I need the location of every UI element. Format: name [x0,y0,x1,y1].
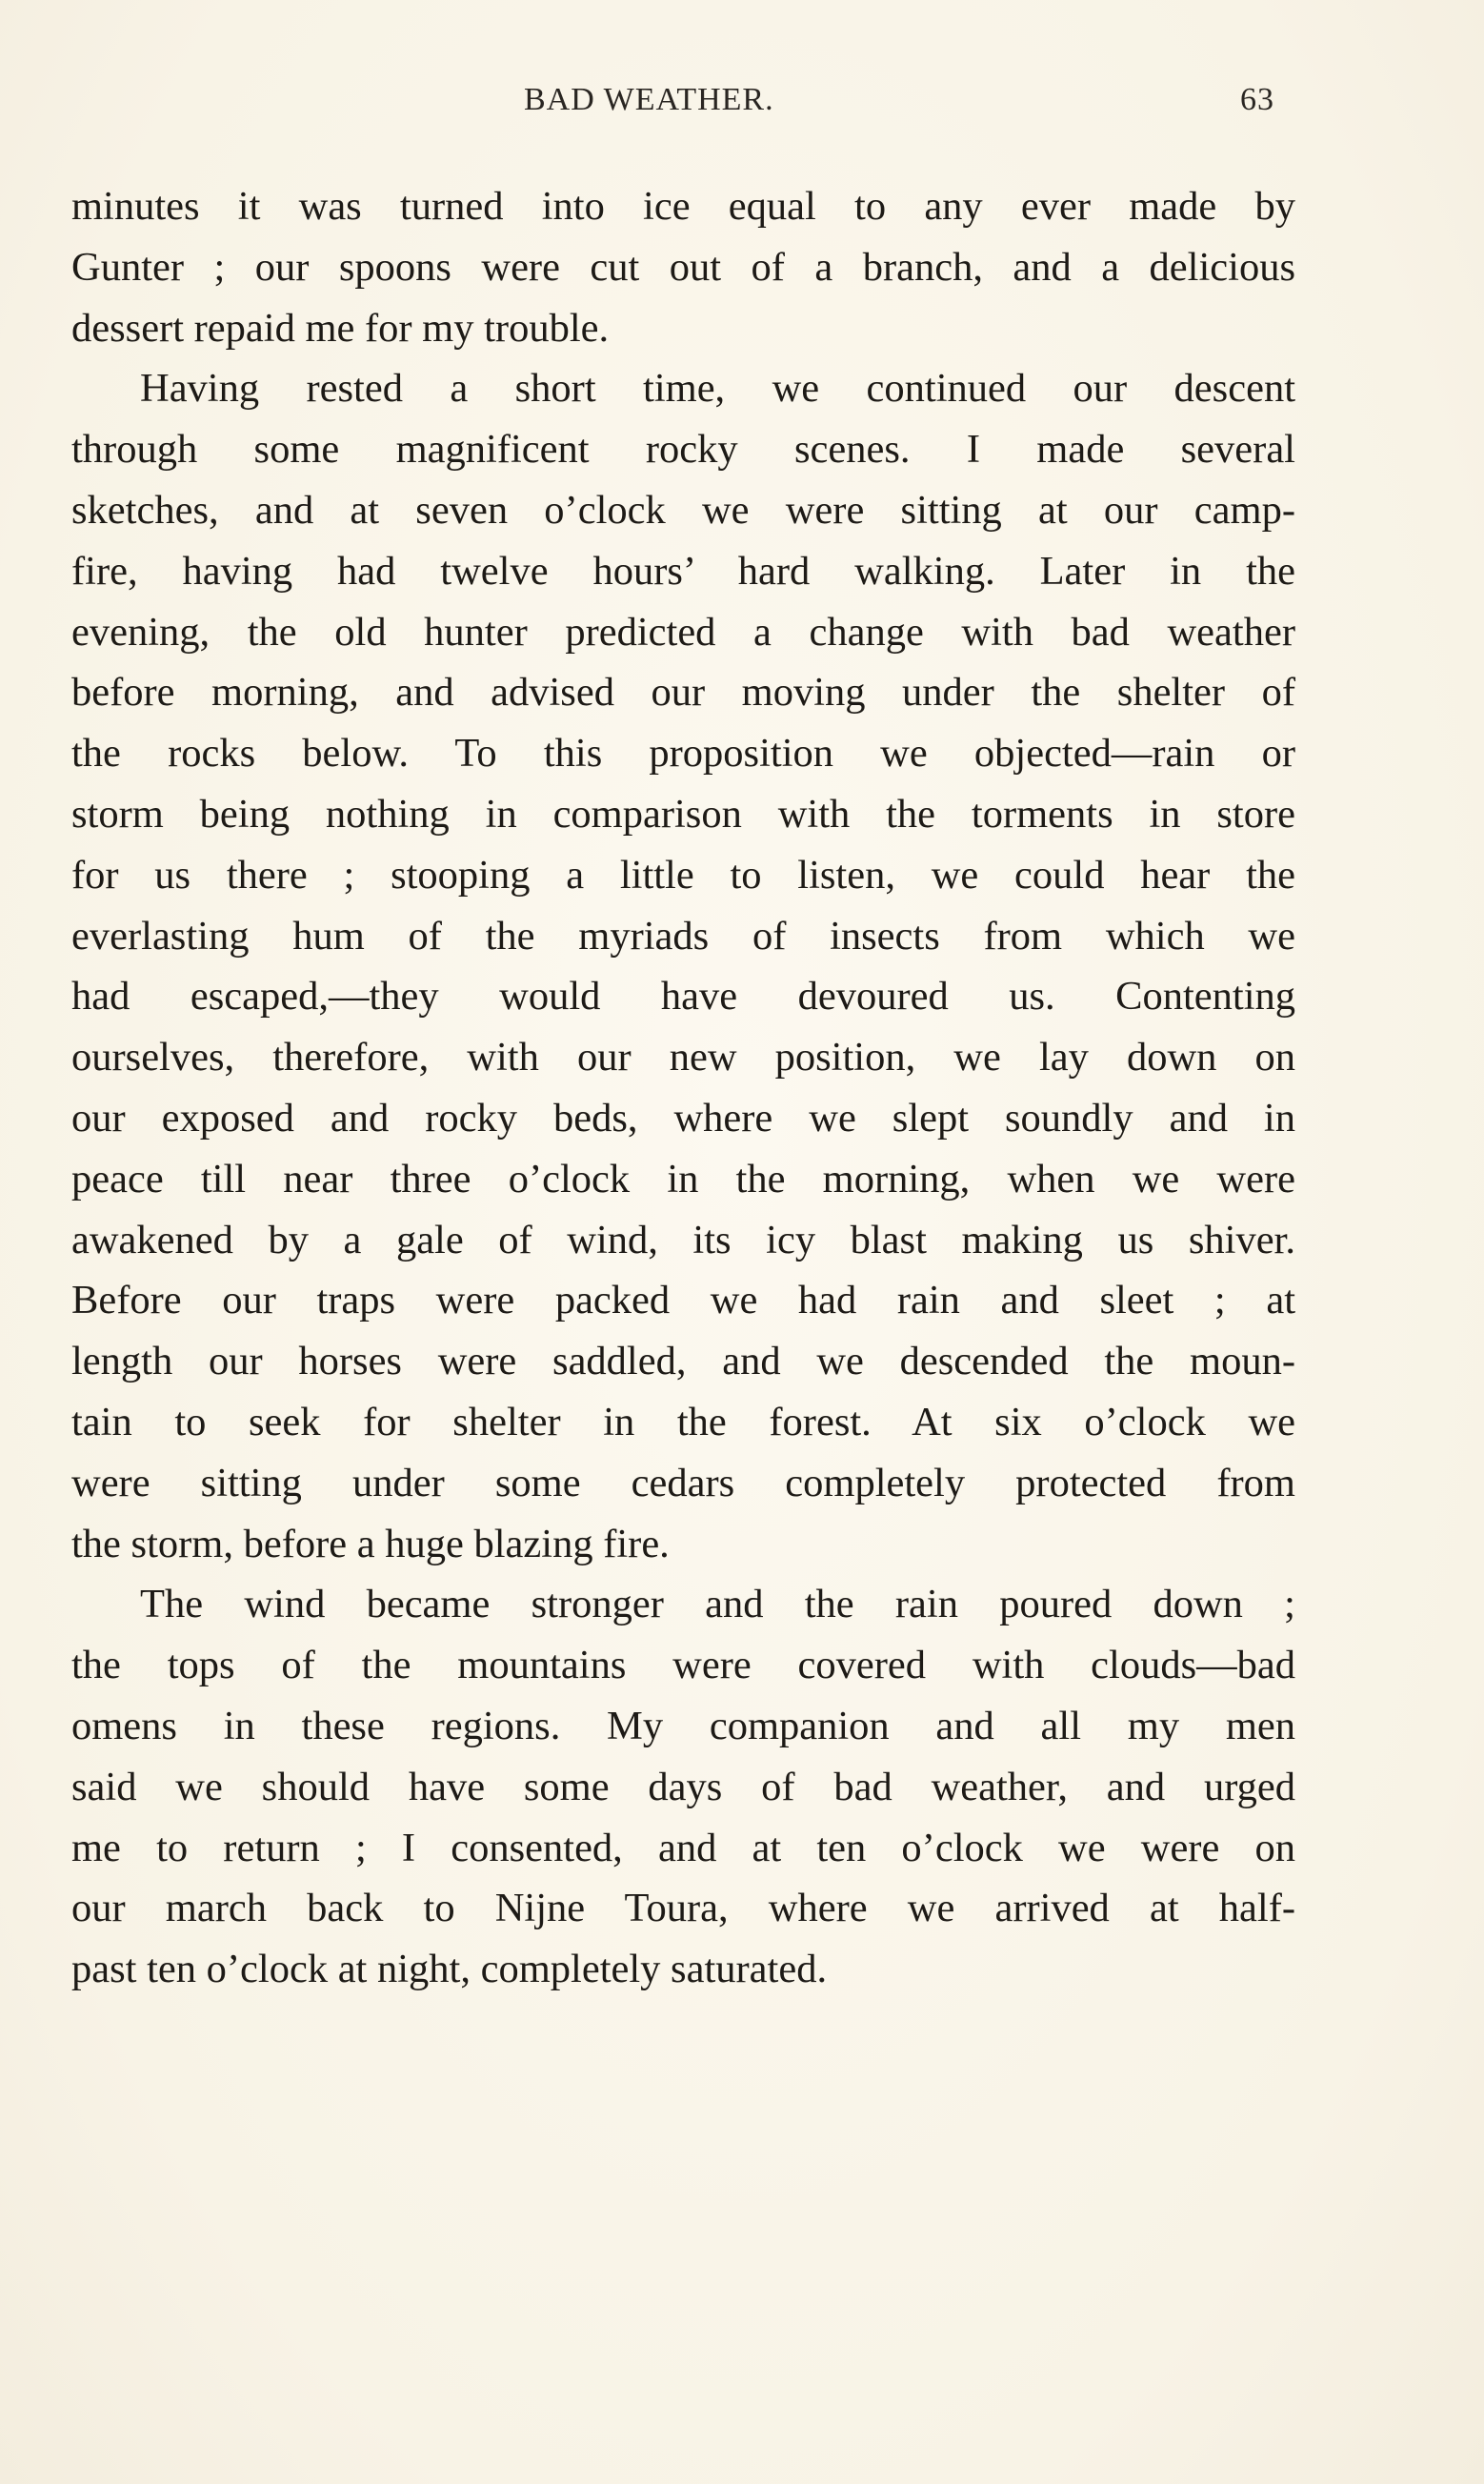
body-text [71,176,1295,2000]
text-line: our march back to Nijne Toura, where we arrived at half- [71,1886,1295,1931]
text-line: me to return ; I consented, and at ten o’clock we were on [71,1825,1295,1870]
text-line: fire, having had twelve hours’ hard walking. Later in the [71,548,1295,594]
text-line: our exposed and rocky beds, where we slept soundly and in [71,1095,1295,1141]
page-number: 63 [1240,82,1274,117]
text-line: storm being nothing in comparison with the torments in store [71,791,1295,837]
text-line: dessert repaid me for my trouble. [71,305,610,351]
text-line: peace till near three o’clock in the morning, when we were [71,1156,1295,1202]
text-line: length our horses were saddled, and we descended the moun- [71,1339,1295,1384]
text-line: Having rested a short time, we continued our descent [140,366,1295,412]
text-line: the rocks below. To this proposition we objected—rain or [71,731,1295,777]
text-line: minutes it was turned into ice equal to any ever made by [71,184,1295,229]
running-title: BAD WEATHER. [524,82,774,117]
text-line: past ten o’clock at night, completely saturated. [71,1947,828,1992]
text-line: sketches, and at seven o’clock we were sitting at our camp- [71,487,1295,533]
text-line: Before our traps were packed we had rain and sleet ; at [71,1278,1295,1323]
text-line: ourselves, therefore, with our new position, we lay down on [71,1035,1295,1080]
text-line: awakened by a gale of wind, its icy blast making us shiver. [71,1217,1295,1262]
text-line: Gunter ; our spoons were cut out of a branch, and a delicious [71,244,1295,290]
running-head [0,82,1484,130]
text-line: before morning, and advised our moving under the shelter of [71,670,1295,716]
text-line: tain to seek for shelter in the forest. At six o’clock we [71,1399,1295,1444]
text-line: The wind became stronger and the rain poured down ; [140,1582,1295,1627]
text-line: everlasting hum of the myriads of insects from which we [71,913,1295,959]
text-line: were sitting under some cedars completely protected from [71,1460,1295,1505]
text-line: the tops of the mountains were covered with clouds—bad [71,1643,1295,1688]
text-line: the storm, before a huge blazing fire. [71,1521,670,1566]
text-line: through some magnificent rocky scenes. I made several [71,427,1295,473]
text-line: had escaped,—they would have devoured us. Contenting [71,974,1295,1020]
text-line: omens in these regions. My companion and all my men [71,1703,1295,1748]
text-line: for us there ; stooping a little to listen, we could hear the [71,852,1295,898]
text-line: evening, the old hunter predicted a change with bad weather [71,609,1295,655]
text-line: said we should have some days of bad weather, and urged [71,1764,1295,1809]
